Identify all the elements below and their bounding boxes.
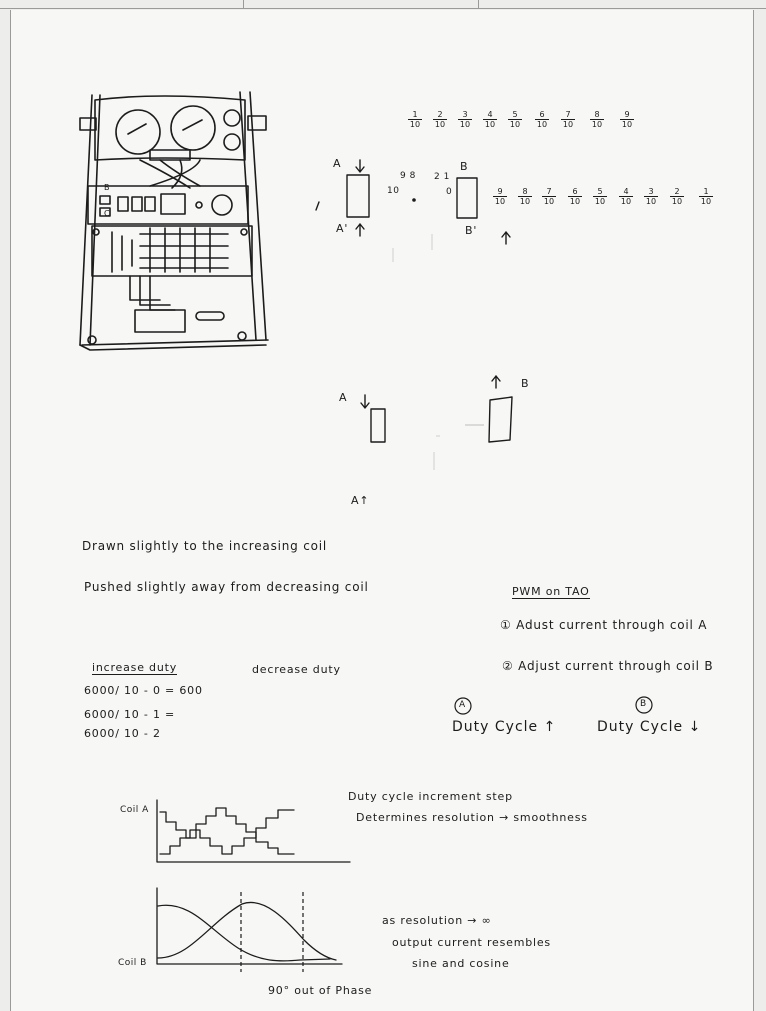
coil-mid-label-b: B [521, 377, 530, 390]
coil-label-b: B [460, 160, 469, 173]
duty-calc-line: 6000/ 10 - 2 [84, 727, 161, 740]
fraction: $\frac{3}{10}$ [645, 187, 657, 206]
duty-calc-line: 6000/ 10 - 0 = 600 [84, 684, 203, 697]
fraction: $\frac{4}{10}$ [484, 110, 496, 129]
coil-label-a: A [333, 157, 342, 170]
coil-mid-label-a: A [339, 391, 348, 404]
coil-label-b-prime: B' [465, 224, 478, 237]
graph2-note-2: output current resembles [392, 936, 551, 949]
fraction: $\frac{1}{10}$ [409, 110, 421, 129]
circle-label-b: B [640, 699, 647, 709]
scale-label: 9 8 [400, 171, 416, 181]
pwm-step-1: ① Adust current through coil A [500, 618, 708, 632]
fraction: $\frac{5}{10}$ [509, 110, 521, 129]
decrease-duty-title: decrease duty [252, 663, 341, 676]
svg-text:C: C [104, 209, 110, 218]
fraction: $\frac{5}{10}$ [594, 187, 606, 206]
duty-calc-line: 6000/ 10 - 1 = [84, 708, 176, 721]
pwm-step-2: ② Adjust current through coil B [502, 659, 714, 673]
fraction: $\frac{7}{10}$ [562, 110, 574, 129]
fraction: $\frac{6}{10}$ [569, 187, 581, 206]
graph2-note-3: sine and cosine [412, 957, 510, 970]
fraction: $\frac{1}{10}$ [700, 187, 712, 206]
fraction: $\frac{7}{10}$ [543, 187, 555, 206]
svg-text:B: B [104, 183, 110, 192]
fraction: $\frac{6}{10}$ [536, 110, 548, 129]
graph-label-coil-a: Coil A [120, 805, 149, 815]
increase-duty-title: increase duty [92, 661, 178, 674]
graph1-note-1: Duty cycle increment step [348, 790, 513, 803]
fraction: $\frac{8}{10}$ [519, 187, 531, 206]
graph1-note-2: Determines resolution → smoothness [356, 811, 588, 824]
circle-label-a: A [459, 700, 466, 710]
graph2-note-1: as resolution → ∞ [382, 914, 492, 927]
observation-pushed: Pushed slightly away from decreasing coil [84, 580, 369, 594]
scale-label: 2 1 [434, 172, 450, 182]
duty-cycle-down: Duty Cycle ↓ [597, 719, 702, 735]
scale-label: 10 [387, 186, 400, 196]
fraction: $\frac{9}{10}$ [494, 187, 506, 206]
graph-label-coil-b: Coil B [118, 958, 147, 968]
fraction: $\frac{9}{10}$ [621, 110, 633, 129]
duty-cycle-up: Duty Cycle ↑ [452, 719, 557, 735]
coil-label-a-prime: A' [336, 222, 349, 235]
fraction: $\frac{4}{10}$ [620, 187, 632, 206]
fraction: $\frac{2}{10}$ [434, 110, 446, 129]
observation-drawn: Drawn slightly to the increasing coil [82, 539, 328, 553]
fraction: $\frac{8}{10}$ [591, 110, 603, 129]
scale-label: 0 [446, 187, 453, 197]
coil-mid-label-a-bottom: A↑ [351, 494, 370, 507]
graph2-caption: 90° out of Phase [268, 984, 373, 997]
pwm-title: PWM on TAO [512, 585, 590, 598]
fraction: $\frac{3}{10}$ [459, 110, 471, 129]
fraction: $\frac{2}{10}$ [671, 187, 683, 206]
